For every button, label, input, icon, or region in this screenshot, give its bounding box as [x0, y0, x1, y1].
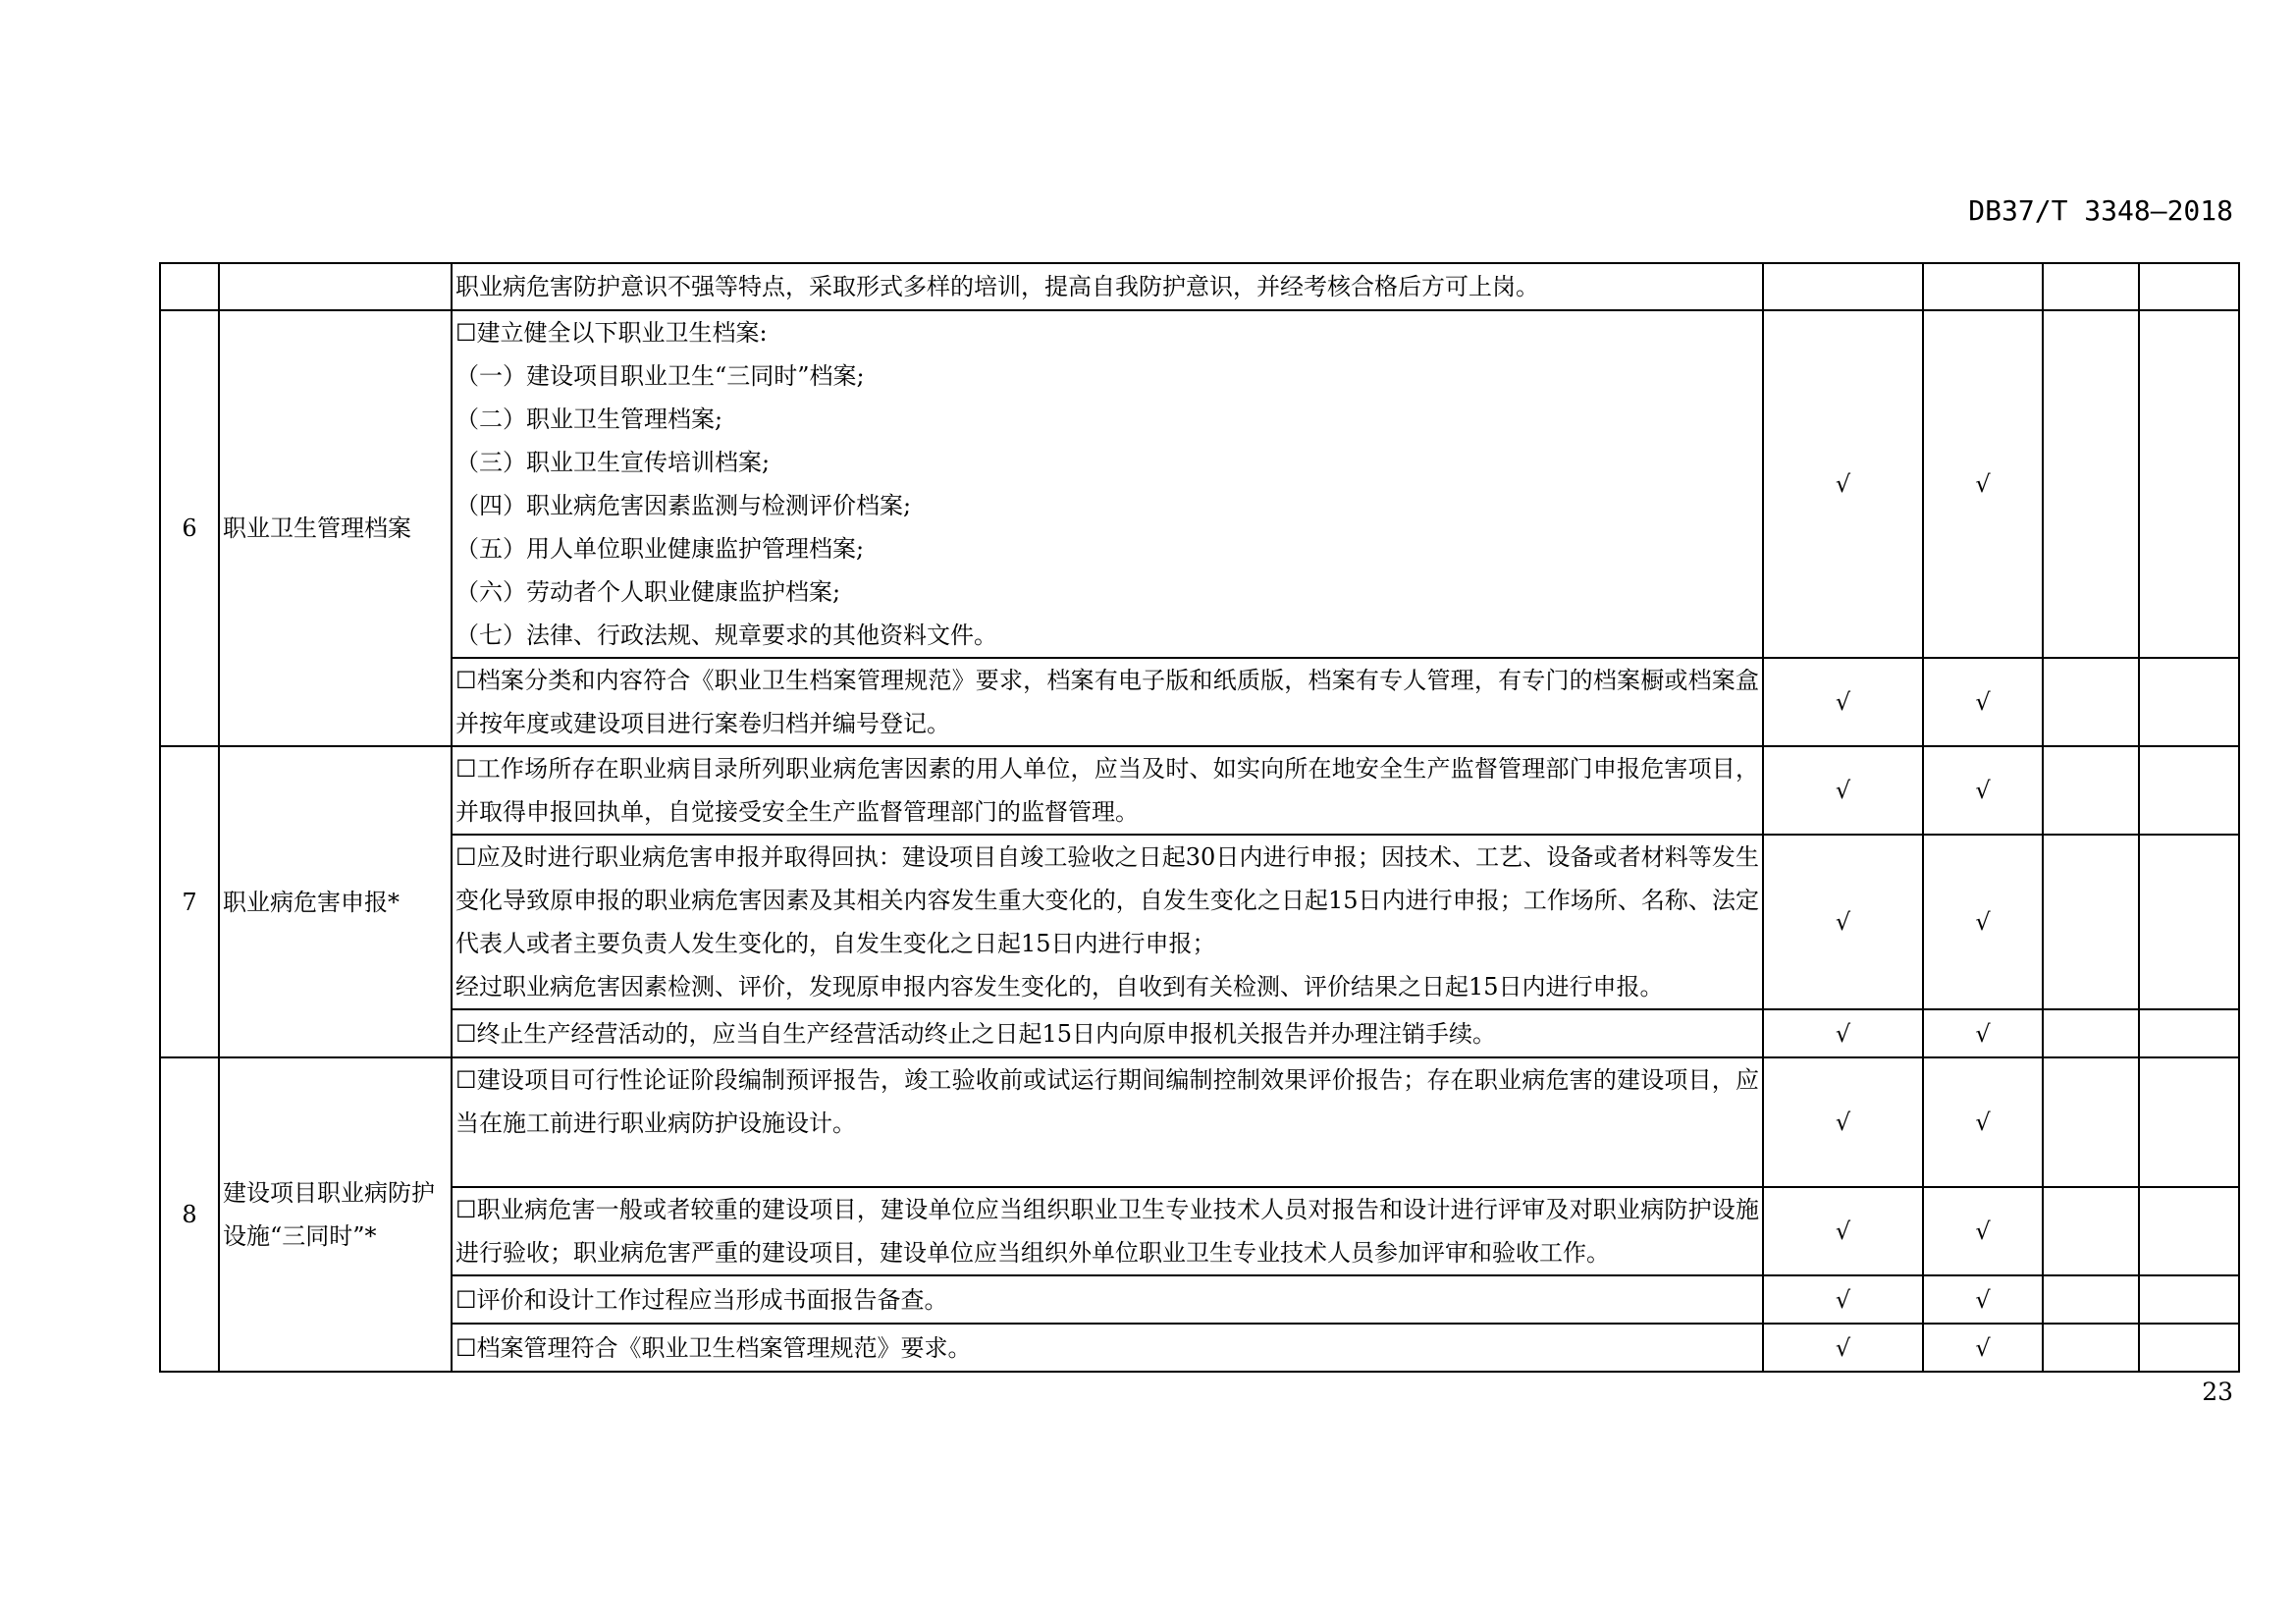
- requirement-cell: [452, 1009, 1763, 1057]
- mark-cell: [2139, 1275, 2239, 1324]
- mark-cell: [2139, 1009, 2239, 1057]
- requirement-text: ☐职业病危害一般或者较重的建设项目，建设单位应当组织职业卫生专业技术人员对报告和设计进行评审及对职业病防护设施进行验收；职业病危害严重的建设项目，建设单位应当组织外单位职业卫生专业技术人员参加评审和验收工作。: [455, 1196, 1759, 1267]
- table-row-8b: [160, 1187, 2239, 1275]
- requirement-text: 经过职业病危害因素检测、评价，发现原申报内容发生变化的，自收到有关检测、评价结果之日起15日内进行申报。: [455, 973, 1664, 1001]
- check-mark: √: [1923, 1187, 2043, 1275]
- item-cell: [219, 263, 452, 310]
- check-mark: √: [1923, 1009, 2043, 1057]
- table-row-8d: [160, 1324, 2239, 1372]
- requirement-line: （六）劳动者个人职业健康监护档案;: [455, 578, 841, 606]
- requirement-text: ☐档案分类和内容符合《职业卫生档案管理规范》要求，档案有电子版和纸质版，档案有专人管理，有专门的档案橱或档案盒并按年度或建设项目进行案卷归档并编号登记。: [455, 667, 1759, 737]
- check-mark: √: [1763, 746, 1923, 835]
- requirement-line: （五）用人单位职业健康监护管理档案;: [455, 535, 865, 563]
- requirement-text: ☐工作场所存在职业病目录所列职业病危害因素的用人单位，应当及时、如实向所在地安全生产监督管理部门申报危害项目，并取得申报回执单，自觉接受安全生产监督管理部门的监督管理。: [455, 755, 1759, 826]
- check-mark: √: [1763, 1324, 1923, 1372]
- mark-cell: [2043, 658, 2139, 746]
- checklist-table: [159, 262, 2240, 1373]
- mark-cell: [2043, 1057, 2139, 1187]
- requirement-text: ☐终止生产经营活动的，应当自生产经营活动终止之日起15日内向原申报机关报告并办理注销手续。: [455, 1019, 1497, 1048]
- mark-cell: [2043, 746, 2139, 835]
- check-mark: √: [1763, 835, 1923, 1009]
- requirement-cell: [452, 263, 1763, 310]
- mark-cell: [2139, 1324, 2239, 1372]
- mark-cell: [2139, 658, 2239, 746]
- table-row-6: [160, 310, 2239, 658]
- number-cell: [160, 263, 219, 310]
- item-name: 职业卫生管理档案: [219, 310, 452, 746]
- check-mark: √: [1763, 1009, 1923, 1057]
- mark-cell: [2043, 310, 2139, 658]
- table-row-8: [160, 1057, 2239, 1187]
- requirement-cell: [452, 1275, 1763, 1324]
- check-mark: √: [1923, 1057, 2043, 1187]
- mark-cell: [2043, 1009, 2139, 1057]
- requirement-text: ☐档案管理符合《职业卫生档案管理规范》要求。: [455, 1333, 972, 1362]
- requirement-text: ☐评价和设计工作过程应当形成书面报告备查。: [455, 1285, 948, 1314]
- mark-cell: [2139, 835, 2239, 1009]
- item-name: 建设项目职业病防护设施“三同时”*: [219, 1057, 452, 1372]
- table-row-7b: [160, 835, 2239, 1009]
- mark-cell: [2139, 310, 2239, 658]
- check-mark: √: [1923, 658, 2043, 746]
- requirement-line: ☐建立健全以下职业卫生档案:: [455, 319, 768, 347]
- check-mark: √: [1923, 746, 2043, 835]
- mark-cell: [2043, 1324, 2139, 1372]
- row-number: 6: [160, 310, 219, 746]
- table-row-continuation: [160, 263, 2239, 310]
- table-row-6b: [160, 658, 2239, 746]
- requirement-cell: [452, 1324, 1763, 1372]
- mark-cell: [2043, 835, 2139, 1009]
- requirement-text: ☐建设项目可行性论证阶段编制预评报告，竣工验收前或试运行期间编制控制效果评价报告；存在职业病危害的建设项目，应当在施工前进行职业病防护设施设计。: [455, 1066, 1759, 1137]
- mark-cell: [1763, 263, 1923, 310]
- requirement-cell: [452, 310, 1763, 658]
- mark-cell: [2139, 1057, 2239, 1187]
- check-mark: √: [1763, 658, 1923, 746]
- check-mark: √: [1923, 835, 2043, 1009]
- requirement-cell: [452, 658, 1763, 746]
- requirement-cell: [452, 746, 1763, 835]
- table-row-7: [160, 746, 2239, 835]
- requirement-line: （三）职业卫生宣传培训档案;: [455, 449, 771, 476]
- row-number: 8: [160, 1057, 219, 1372]
- table-row-7c: [160, 1009, 2239, 1057]
- mark-cell: [2139, 746, 2239, 835]
- mark-cell: [2139, 1187, 2239, 1275]
- row-number: 7: [160, 746, 219, 1057]
- mark-cell: [2043, 1275, 2139, 1324]
- item-name: 职业病危害申报*: [219, 746, 452, 1057]
- check-mark: √: [1923, 310, 2043, 658]
- table-row-8c: [160, 1275, 2239, 1324]
- check-mark: √: [1763, 1187, 1923, 1275]
- mark-cell: [2043, 263, 2139, 310]
- check-mark: √: [1923, 1324, 2043, 1372]
- requirement-line: （一）建设项目职业卫生“三同时”档案;: [455, 362, 865, 390]
- requirement-cell: [452, 1057, 1763, 1187]
- requirement-text: 职业病危害防护意识不强等特点，采取形式多样的培训，提高自我防护意识，并经考核合格后方可上岗。: [455, 273, 1539, 300]
- page-number: 23: [2202, 1378, 2233, 1406]
- requirement-cell: [452, 835, 1763, 1009]
- requirement-line: （四）职业病危害因素监测与检测评价档案;: [455, 492, 912, 519]
- mark-cell: [2043, 1187, 2139, 1275]
- requirement-line: （二）职业卫生管理档案;: [455, 406, 723, 433]
- mark-cell: [1923, 263, 2043, 310]
- check-mark: √: [1763, 1057, 1923, 1187]
- requirement-line: （七）法律、行政法规、规章要求的其他资料文件。: [455, 622, 997, 649]
- requirement-text: ☐应及时进行职业病危害申报并取得回执：建设项目自竣工验收之日起30日内进行申报；因技术、工艺、设备或者材料等发生变化导致原申报的职业病危害因素及其相关内容发生重大变化的，自发生变化之日起15日内进行申报；工作场所、名称、法定代表人或者主要负责人发生变化的，自发生变化之日起15日内进行申报；: [455, 843, 1759, 957]
- check-mark: √: [1763, 310, 1923, 658]
- check-mark: √: [1923, 1275, 2043, 1324]
- check-mark: √: [1763, 1275, 1923, 1324]
- mark-cell: [2139, 263, 2239, 310]
- requirement-cell: [452, 1187, 1763, 1275]
- document-code: DB37/T 3348—2018: [1968, 194, 2233, 227]
